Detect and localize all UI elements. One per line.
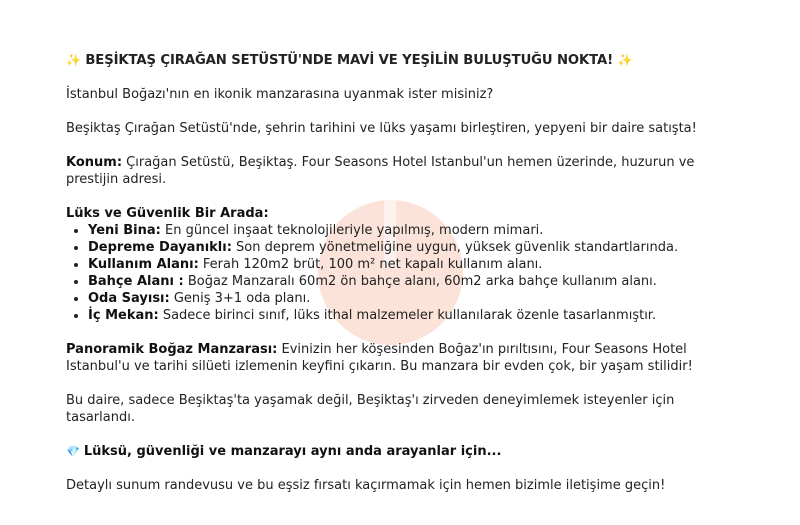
- feature-text: Geniş 3+1 oda planı.: [169, 291, 311, 306]
- feature-item: [88, 222, 734, 239]
- contact-text: Detaylı sunum randevusu ve bu eşsiz fırsatı kaçırmamak için hemen bizimle iletişime geçin!: [66, 478, 666, 493]
- feature-label: Oda Sayısı:: [88, 291, 170, 306]
- feature-item: [88, 256, 734, 273]
- panorama-label: Panoramik Boğaz Manzarası:: [66, 342, 278, 357]
- listing-title: [66, 52, 734, 69]
- location-text: Çırağan Setüstü, Beşiktaş. Four Seasons Hotel Istanbul'un hemen üzerinde, huzurun ve prestijin adresi.: [66, 155, 695, 187]
- feature-text: Son deprem yönetmeliğine uygun, yüksek güvenlik standartlarında.: [231, 240, 679, 255]
- location-label: Konum:: [66, 155, 123, 170]
- intro-text: Beşiktaş Çırağan Setüstü'nde, şehrin tarihini ve lüks yaşamı birleştiren, yepyeni bir daire satışta!: [66, 121, 697, 136]
- sparkle-icon: ✨: [617, 53, 633, 67]
- feature-text: En güncel inşaat teknolojileriyle yapılmış, modern mimari.: [160, 223, 544, 238]
- feature-label: Depreme Dayanıklı:: [88, 240, 232, 255]
- feature-text: Ferah 120m2 brüt, 100 m² net kapalı kullanım alanı.: [198, 257, 543, 272]
- panorama-text: Evinizin her köşesinden Boğaz'ın pırıltısını, Four Seasons Hotel Istanbul'u ve tarihi silüeti izlemenin keyfini çıkarın. Bu manzara bir evden çok, bir yaşam stilidir!: [66, 342, 693, 374]
- sparkle-icon: ✨: [66, 53, 81, 67]
- closing-text: Bu daire, sadece Beşiktaş'ta yaşamak değil, Beşiktaş'ı zirveden deneyimlemek isteyenler için tasarlandı.: [66, 393, 675, 425]
- feature-label: Bahçe Alanı :: [88, 274, 184, 289]
- gem-icon: 💎: [66, 445, 80, 458]
- feature-text: Sadece birinci sınıf, lüks ithal malzemeler kullanılarak özenle tasarlanmıştır.: [158, 308, 657, 323]
- listing-title-text: BEŞİKTAŞ ÇIRAĞAN SETÜSTÜ'NDE MAVİ VE YEŞİLİN BULUŞTUĞU NOKTA!: [85, 53, 614, 68]
- features-heading-text: Lüks ve Güvenlik Bir Arada:: [66, 206, 269, 221]
- intro-question: İstanbul Boğazı'nın en ikonik manzarasına uyanmak ister misiniz?: [66, 87, 494, 102]
- feature-label: Kullanım Alanı:: [88, 257, 199, 272]
- feature-label: İç Mekan:: [88, 308, 159, 323]
- features-list: [66, 222, 734, 324]
- feature-item: [88, 290, 734, 307]
- feature-item: [88, 239, 734, 256]
- features-heading: [66, 205, 734, 222]
- location-paragraph: [66, 154, 734, 188]
- feature-item: [88, 273, 734, 290]
- panorama-paragraph: [66, 341, 734, 375]
- feature-item: [88, 307, 734, 324]
- callout-text: Lüksü, güvenliği ve manzarayı aynı anda arayanlar için...: [83, 444, 502, 459]
- feature-text: Boğaz Manzaralı 60m2 ön bahçe alanı, 60m2 arka bahçe kullanım alanı.: [183, 274, 657, 289]
- feature-label: Yeni Bina:: [88, 223, 161, 238]
- callout: [66, 443, 734, 460]
